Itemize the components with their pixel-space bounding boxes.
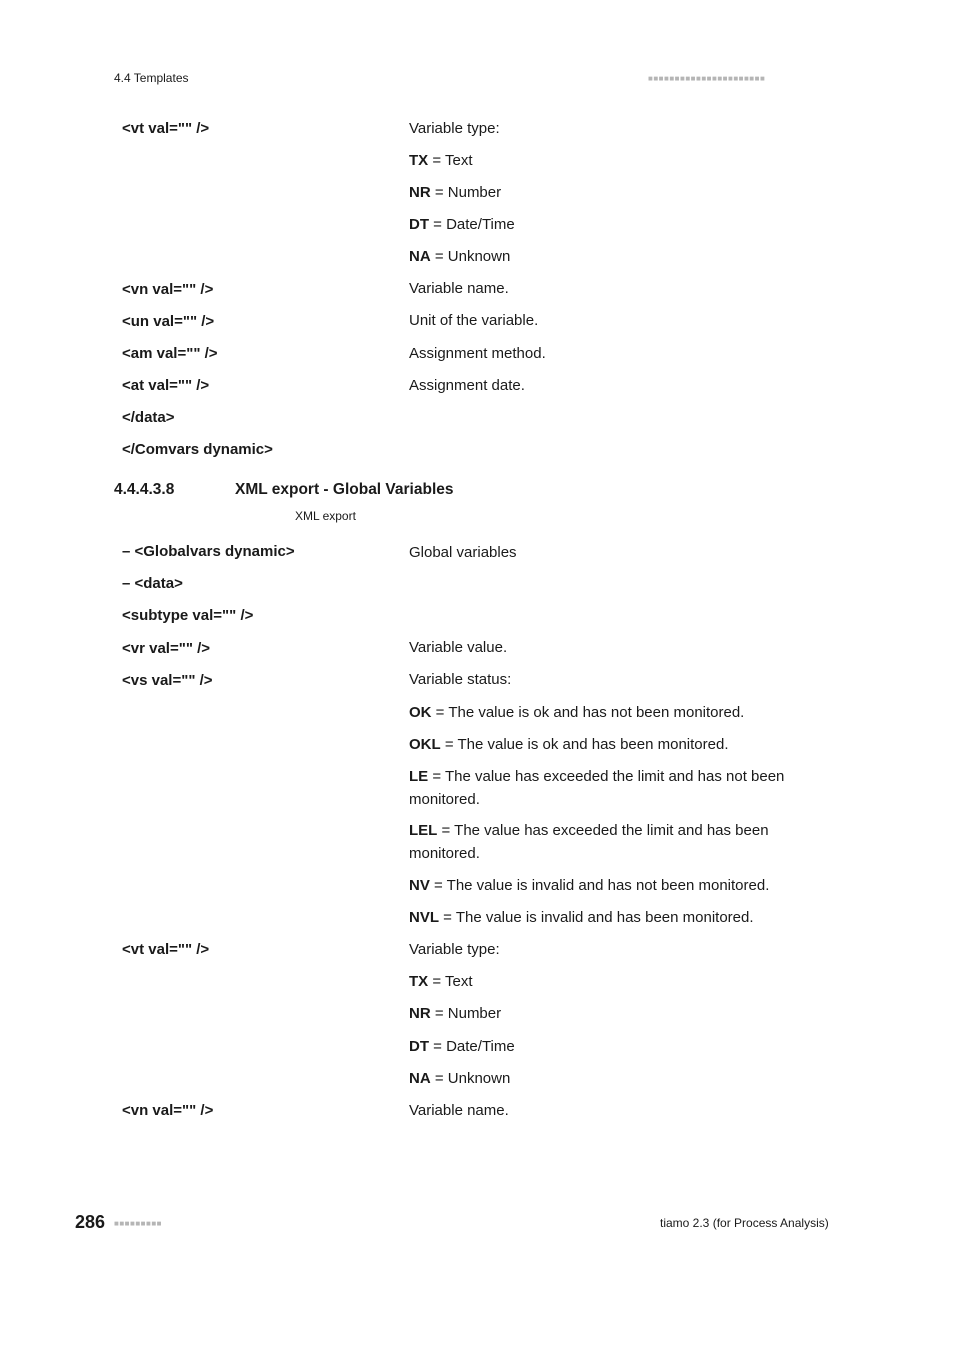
term-comvars-close: </Comvars dynamic> <box>122 441 273 458</box>
footer-product: tiamo 2.3 (for Process Analysis) <box>660 1216 829 1230</box>
term-vn: <vn val="" /> <box>122 281 214 298</box>
type-code: NR <box>409 1005 431 1022</box>
type-item <box>409 150 839 173</box>
desc-am: Assignment method. <box>409 345 546 362</box>
type-code: NR <box>409 184 431 201</box>
term-data: – <data> <box>122 575 183 592</box>
desc-vs: Variable status: <box>409 671 512 688</box>
status-code: NV <box>409 877 430 894</box>
status-text: = The value has exceeded the limit and has been monitored. <box>409 822 769 862</box>
type-text: = Unknown <box>430 1070 511 1087</box>
status-item <box>409 734 839 757</box>
type-item <box>409 1036 839 1059</box>
term-am: <am val="" /> <box>122 345 218 362</box>
status-item <box>409 907 839 930</box>
type-item <box>409 1003 839 1026</box>
desc-vn-2: Variable name. <box>409 1102 509 1119</box>
type-text: = Unknown <box>430 248 511 265</box>
status-item <box>409 820 839 865</box>
type-item <box>409 1068 839 1091</box>
term-vt: <vt val="" /> <box>122 120 210 137</box>
status-text: = The value is ok and has been monitored. <box>440 736 729 753</box>
term-vn-2: <vn val="" /> <box>122 1102 214 1119</box>
status-code: LE <box>409 768 429 785</box>
desc-vt: Variable type: <box>409 120 500 137</box>
section-subtitle: XML export <box>295 509 356 523</box>
term-subtype: <subtype val="" /> <box>122 607 254 624</box>
desc-at: Assignment date. <box>409 377 525 394</box>
status-item <box>409 766 839 811</box>
type-code: TX <box>409 152 429 169</box>
type-item <box>409 246 839 269</box>
type-text: = Date/Time <box>429 1038 515 1055</box>
status-text: = The value is invalid and has not been monitored. <box>429 877 770 894</box>
header-dots: ■■■■■■■■■■■■■■■■■■■■■■ <box>648 74 766 83</box>
desc-vt-2: Variable type: <box>409 941 500 958</box>
type-item <box>409 971 839 994</box>
type-code: DT <box>409 1038 429 1055</box>
type-code: DT <box>409 216 429 233</box>
type-code: NA <box>409 248 431 265</box>
type-text: = Date/Time <box>429 216 515 233</box>
status-code: OKL <box>409 736 441 753</box>
desc-vn: Variable name. <box>409 280 509 297</box>
running-header-section: 4.4 Templates <box>114 71 189 85</box>
section-title: XML export - Global Variables <box>235 481 454 498</box>
type-text: = Number <box>430 184 502 201</box>
type-text: = Text <box>428 152 473 169</box>
type-item <box>409 214 839 237</box>
section-number: 4.4.4.3.8 <box>114 481 175 498</box>
status-item <box>409 875 839 898</box>
status-item <box>409 702 839 725</box>
desc-vr: Variable value. <box>409 639 508 656</box>
type-text: = Text <box>428 973 473 990</box>
term-un: <un val="" /> <box>122 313 215 330</box>
term-data-close: </data> <box>122 409 175 426</box>
desc-globalvars: Global variables <box>409 544 517 561</box>
status-text: = The value is invalid and has been monitored. <box>439 909 754 926</box>
status-text: = The value has exceeded the limit and has not been monitored. <box>409 768 785 808</box>
type-item <box>409 182 839 205</box>
term-at: <at val="" /> <box>122 377 210 394</box>
term-vs: <vs val="" /> <box>122 672 213 689</box>
term-globalvars: – <Globalvars dynamic> <box>122 543 295 560</box>
term-vt-2: <vt val="" /> <box>122 941 210 958</box>
status-code: LEL <box>409 822 438 839</box>
page-number: 286 <box>75 1212 106 1232</box>
type-code: TX <box>409 973 429 990</box>
footer-dots: ■■■■■■■■■ <box>114 1219 162 1228</box>
desc-un: Unit of the variable. <box>409 312 539 329</box>
type-code: NA <box>409 1070 431 1087</box>
status-code: NVL <box>409 909 439 926</box>
status-code: OK <box>409 704 432 721</box>
term-vr: <vr val="" /> <box>122 640 211 657</box>
status-text: = The value is ok and has not been monitored. <box>431 704 745 721</box>
type-text: = Number <box>430 1005 502 1022</box>
